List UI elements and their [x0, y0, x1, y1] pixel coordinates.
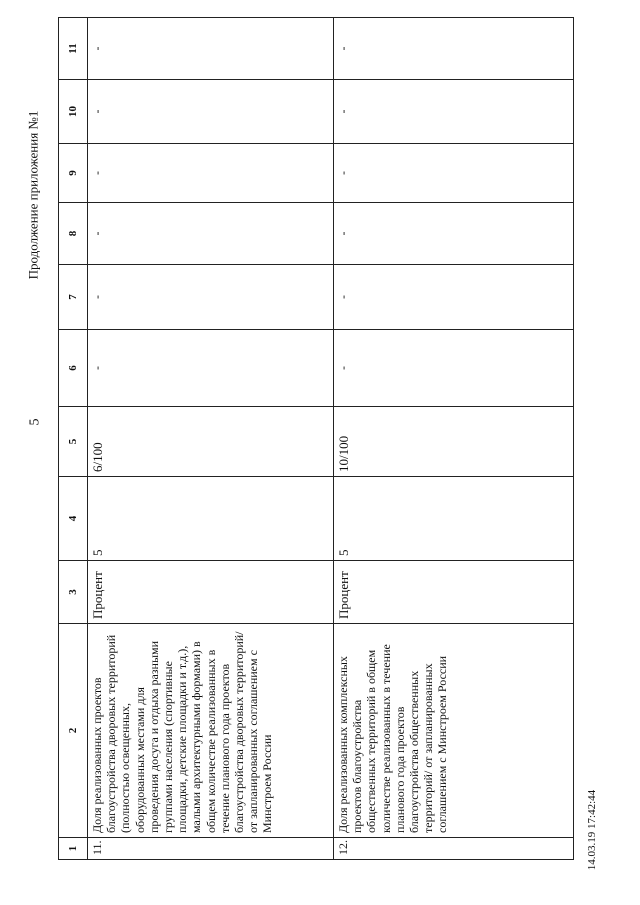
value-cell-10: -	[88, 80, 334, 144]
table-header-row	[59, 18, 88, 860]
col-header-11: 11	[59, 18, 88, 80]
value-cell-6: -	[88, 330, 334, 407]
value-cell-7: -	[88, 265, 334, 330]
col-header-3: 3	[59, 561, 88, 624]
col-header-2: 2	[59, 624, 88, 838]
value-cell-4: 5	[334, 477, 574, 561]
indicator-name: Доля реализованных проектов благоустройства дворовых территорий (полностью освещенных, оборудованных местами для проведения досуга и отдыха разными группами населения (спортивные площадки, детские площадки и т.д.), малыми архитектурными формами) в общем количестве реализованных в течение планового года проектов благоустройства дворовых территорий/от запланированных соглашением с Минстроем России	[88, 624, 334, 838]
row-number: 12.	[334, 838, 574, 860]
value-cell-9: -	[88, 144, 334, 203]
appendix-title: Продолжение приложения №1	[25, 110, 41, 280]
value-cell-4: 5	[88, 477, 334, 561]
value-cell-11: -	[334, 18, 574, 80]
value-cell-10: -	[334, 80, 574, 144]
indicator-table	[58, 17, 574, 860]
table-row	[334, 18, 574, 860]
value-cell-9: -	[334, 144, 574, 203]
col-header-9: 9	[59, 144, 88, 203]
unit-cell: Процент	[88, 561, 334, 624]
table-row	[88, 18, 334, 860]
value-cell-11: -	[88, 18, 334, 80]
col-header-5: 5	[59, 407, 88, 477]
unit-cell: Процент	[334, 561, 574, 624]
value-cell-6: -	[334, 330, 574, 407]
value-cell-5: 10/100	[334, 407, 574, 477]
col-header-4: 4	[59, 477, 88, 561]
value-cell-7: -	[334, 265, 574, 330]
page-number: 5	[27, 418, 42, 426]
print-timestamp: 14.03.19 17:42:44	[586, 789, 598, 871]
value-cell-8: -	[88, 203, 334, 265]
col-header-1: 1	[59, 838, 88, 860]
row-number: 11.	[88, 838, 334, 860]
col-header-7: 7	[59, 265, 88, 330]
col-header-6: 6	[59, 330, 88, 407]
value-cell-8: -	[334, 203, 574, 265]
indicator-table-region	[58, 38, 574, 860]
indicator-name: Доля реализованных комплексных проектов благоустройства общественных территорий в общем количестве реализованных в течение планового года проектов благоустройства общественных территорий/ от запланированных соглашением с Минстроем России	[334, 624, 574, 838]
col-header-8: 8	[59, 203, 88, 265]
value-cell-5: 6/100	[88, 407, 334, 477]
col-header-10: 10	[59, 80, 88, 144]
